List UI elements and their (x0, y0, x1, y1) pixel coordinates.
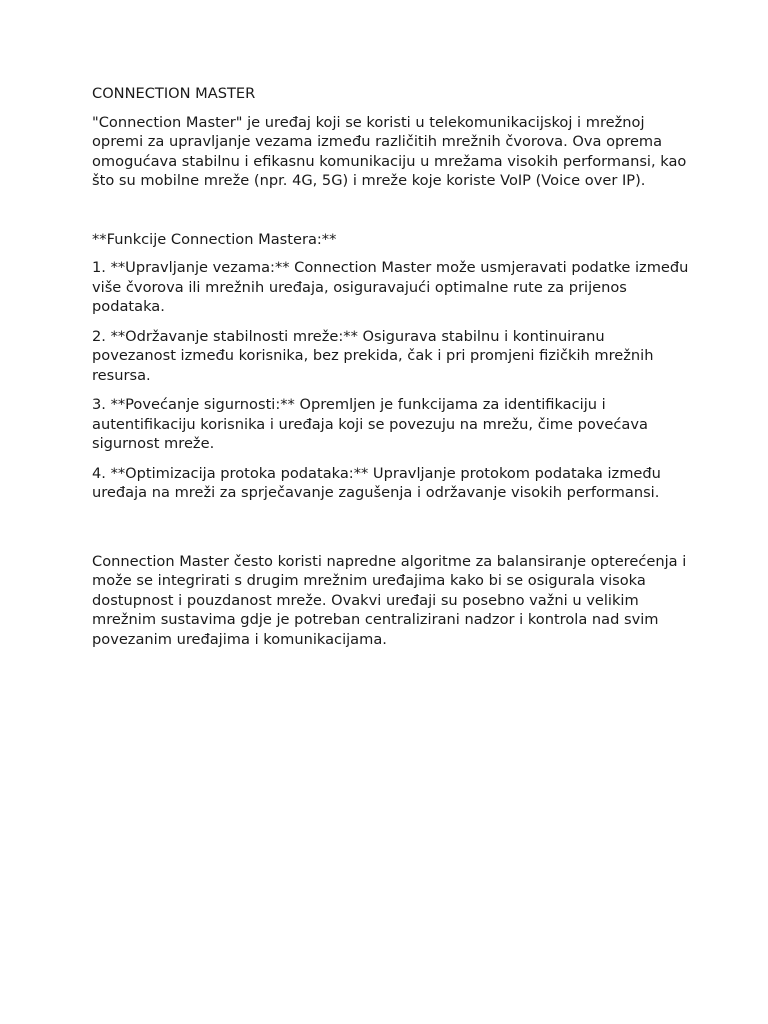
function-item-4: 4. **Optimizacija protoka podataka:** Upravljanje protokom podataka između uređaja na mreži za sprječavanje zagušenja i održavanje visokih performansi. (92, 464, 661, 501)
paragraph-spacer (92, 513, 692, 552)
function-item-3: 3. **Povećanje sigurnosti:** Opremljen je funkcijama za identifikaciju i autentifikaciju korisnika i uređaja koji se povezuju na mrežu, čime povećava sigurnost mreže. (92, 396, 648, 452)
document-page (92, 84, 692, 649)
closing-paragraph: Connection Master često koristi napredne algoritme za balansiranje opterećenja i može se integrirati s drugim mrežnim uređajima kako bi se osigurala visoka dostupnost i pouzdanost mreže. Ovakvi uređaji su posebno važni u velikim mrežnim sustavima gdje je potreban centralizirani nadzor i kontrola nad svim povezanim uređajima i komunikacijama. (92, 552, 687, 648)
paragraph-spacer (92, 191, 692, 230)
intro-paragraph: "Connection Master" je uređaj koji se koristi u telekomunikacijskoj i mrežnoj opremi za upravljanje vezama između različitih mrežnih čvorova. Ova oprema omogućava stabilnu i efikasnu komunikaciju u mrežama visokih performansi, kao što su mobilne mreže (npr. 4G, 5G) i mreže koje koriste VoIP (Voice over IP). (92, 113, 687, 189)
functions-heading: **Funkcije Connection Mastera:** (92, 230, 337, 248)
function-item-2: 2. **Održavanje stabilnosti mreže:** Osigurava stabilnu i kontinuiranu povezanost između korisnika, bez prekida, čak i pri promjeni fizičkih mrežnih resursa. (92, 327, 654, 384)
document-title: CONNECTION MASTER (92, 85, 256, 102)
function-item-1: 1. **Upravljanje vezama:** Connection Master može usmjeravati podatke između više čvorova ili mrežnih uređaja, osiguravajući optimalne rute za prijenos podataka. (92, 259, 689, 315)
